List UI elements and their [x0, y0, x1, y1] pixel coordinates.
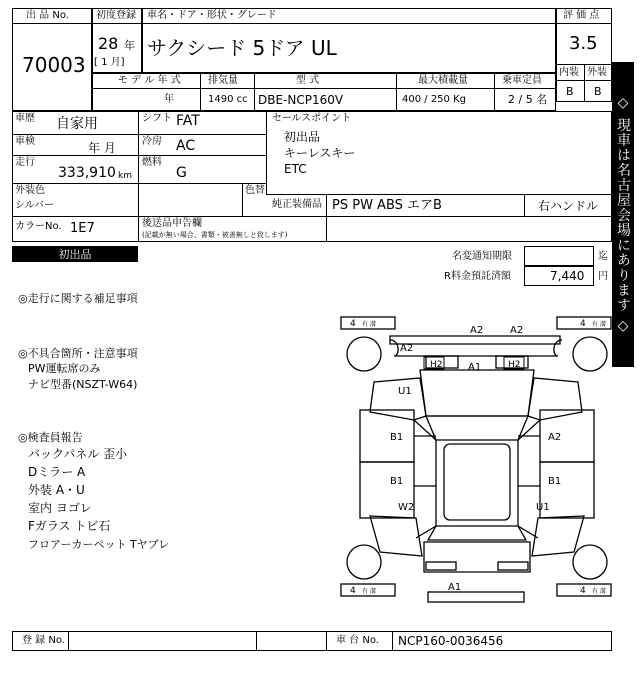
lot-label: 出 品 No.	[26, 10, 69, 21]
inspector-3: 外装 A・U	[28, 483, 85, 497]
inspector-4: 室内 ヨゴレ	[28, 501, 92, 515]
lot-number: 70003	[22, 53, 86, 77]
tread-br-value: 4	[580, 586, 586, 596]
inspector-1: バックパネル 歪小	[28, 447, 128, 461]
exterior-score: B	[594, 85, 602, 98]
defects-title: ◎不具合箇所・注意事項	[18, 347, 138, 360]
registration-label: 初度登録	[96, 10, 136, 21]
car-damage-diagram	[340, 316, 612, 608]
registration-year: 28	[98, 34, 119, 53]
capacity-label: 乗車定員	[502, 75, 542, 86]
recycle-value: 7,440	[550, 269, 585, 283]
score-label: 評 価 点	[563, 10, 600, 21]
inspector-6: フロアーカーペット Tヤブレ	[28, 538, 170, 551]
front-bumper	[390, 336, 560, 344]
history-label: 車歴	[15, 113, 35, 124]
chassis-label: 車 台 No.	[336, 635, 379, 646]
recycle-label: R料金預託済額	[444, 271, 511, 282]
recycle-unit: 円	[598, 271, 608, 282]
tread-bl-suffix: 有 溝	[362, 588, 376, 595]
inspector-2: Dミラー A	[28, 465, 86, 479]
color-change-label: 色替	[245, 185, 265, 196]
mark-door-rr: B1	[548, 476, 562, 487]
ac-label: 冷房	[142, 136, 162, 147]
equipment-label: 純正装備品	[272, 199, 322, 210]
year-unit: 年	[124, 39, 135, 52]
tread-tr-suffix: 有 溝	[592, 321, 606, 328]
mark-hood: A1	[468, 362, 482, 373]
sales-point-1: 初出品	[284, 130, 321, 144]
car-name-label: 車名・ドア・形状・グレード	[147, 10, 277, 21]
registration-month: [ 1 月]	[94, 57, 125, 68]
mark-rear-left: W2	[398, 502, 415, 513]
reg-no-label: 登 録 No.	[22, 635, 65, 646]
sales-point-3: ETC	[284, 162, 307, 176]
exterior-color-label: 外装色	[15, 185, 45, 196]
color-no-label: カラーNo.	[15, 221, 62, 232]
chassis-number: NCP160-0036456	[398, 634, 504, 648]
max-load-label: 最大積載量	[418, 75, 468, 86]
fuel: G	[176, 165, 187, 181]
inspection: 年 月	[88, 141, 116, 155]
model-year: 年	[164, 94, 174, 105]
displacement-label: 排気量	[208, 75, 238, 86]
handle: 右ハンドル	[538, 199, 599, 213]
equipment: PS PW ABS エアB	[332, 198, 442, 213]
mark-door-rf: A2	[548, 432, 562, 443]
rear-gate	[424, 542, 530, 572]
history: 自家用	[56, 116, 98, 132]
exterior-label: 外装	[587, 67, 607, 78]
defect-1: PW運転席のみ	[28, 362, 101, 375]
inspector-title: ◎検査員報告	[18, 431, 83, 444]
fender-right	[528, 378, 582, 420]
sales-point-2: キーレスキー	[284, 146, 356, 160]
first-listing-badge: 初出品	[12, 246, 138, 262]
mark-h2-right: H2	[508, 360, 521, 370]
rear-bumper	[428, 592, 524, 602]
shift: FAT	[176, 113, 200, 129]
mark-rear-bumper: A1	[448, 582, 462, 593]
sales-point-label: セールスポイント	[272, 113, 352, 124]
mileage: 333,910	[58, 165, 116, 181]
color-no: 1E7	[70, 221, 95, 236]
interior-label: 内装	[559, 67, 579, 78]
hood	[420, 370, 534, 416]
type-label: 型 式	[296, 75, 320, 86]
fuel-label: 燃料	[142, 157, 162, 168]
mark-h2-left: H2	[430, 360, 443, 370]
model-year-label: モ デ ル 年 式	[118, 75, 181, 86]
footer-row	[12, 631, 612, 651]
name-change-unit: 迄	[598, 251, 608, 262]
displacement: 1490 cc	[208, 94, 248, 105]
wheel-rl	[347, 545, 381, 579]
type: DBE-NCP160V	[258, 93, 344, 107]
mark-front-a2: A2	[400, 343, 414, 354]
car-name: サクシード 5ドア UL	[147, 36, 337, 60]
tread-br-suffix: 有 溝	[592, 588, 606, 595]
mark-rear-right: U1	[536, 502, 550, 513]
ac: AC	[176, 138, 196, 154]
interior-score: B	[566, 85, 574, 98]
mark-roof-a2a: A2	[470, 325, 484, 336]
tread-tr-value: 4	[580, 319, 586, 329]
inspector-5: Fガラス トビ石	[28, 519, 111, 533]
front-grille	[390, 340, 562, 356]
max-load: 400 / 250 Kg	[402, 94, 466, 105]
later-doc-note: (記載が無い場合、書類・被善無しと致します)	[142, 231, 288, 239]
wheel-fr	[573, 337, 607, 371]
later-doc-label: 後送品申告欄	[142, 218, 202, 229]
tread-bl-value: 4	[350, 586, 356, 596]
windshield	[426, 416, 528, 440]
roof	[444, 444, 510, 520]
name-change-label: 名変通知期限	[452, 251, 512, 262]
rear-window	[428, 526, 526, 540]
wheel-fl	[347, 337, 381, 371]
mileage-unit: km	[118, 171, 132, 181]
mark-fender-left: U1	[398, 386, 412, 397]
score-value: 3.5	[569, 33, 598, 54]
defect-2: ナビ型番(NSZT-W64)	[28, 378, 138, 391]
plate	[426, 562, 456, 570]
location-banner: ◇ 現車は名古屋会場にあります ◇	[612, 62, 634, 367]
name-change-box	[524, 246, 594, 266]
mark-roof-a2b: A2	[510, 325, 524, 336]
capacity: 2 / 5 名	[508, 93, 548, 106]
quarter-right	[532, 516, 584, 556]
exterior-color: シルバー	[15, 200, 55, 211]
mileage-label: 走行	[15, 157, 35, 168]
mark-door-lf: B1	[390, 432, 404, 443]
fender-left	[370, 378, 426, 420]
tread-tl-value: 4	[350, 319, 356, 329]
wheel-rr	[573, 545, 607, 579]
door-left-front	[360, 410, 414, 462]
quarter-left	[370, 516, 422, 556]
supplement-title: ◎走行に関する補足事項	[18, 292, 138, 305]
mark-door-lr: B1	[390, 476, 404, 487]
shift-label: シフト	[142, 113, 172, 124]
inspection-label: 車検	[15, 136, 35, 147]
tread-tl-suffix: 有 溝	[362, 321, 376, 328]
